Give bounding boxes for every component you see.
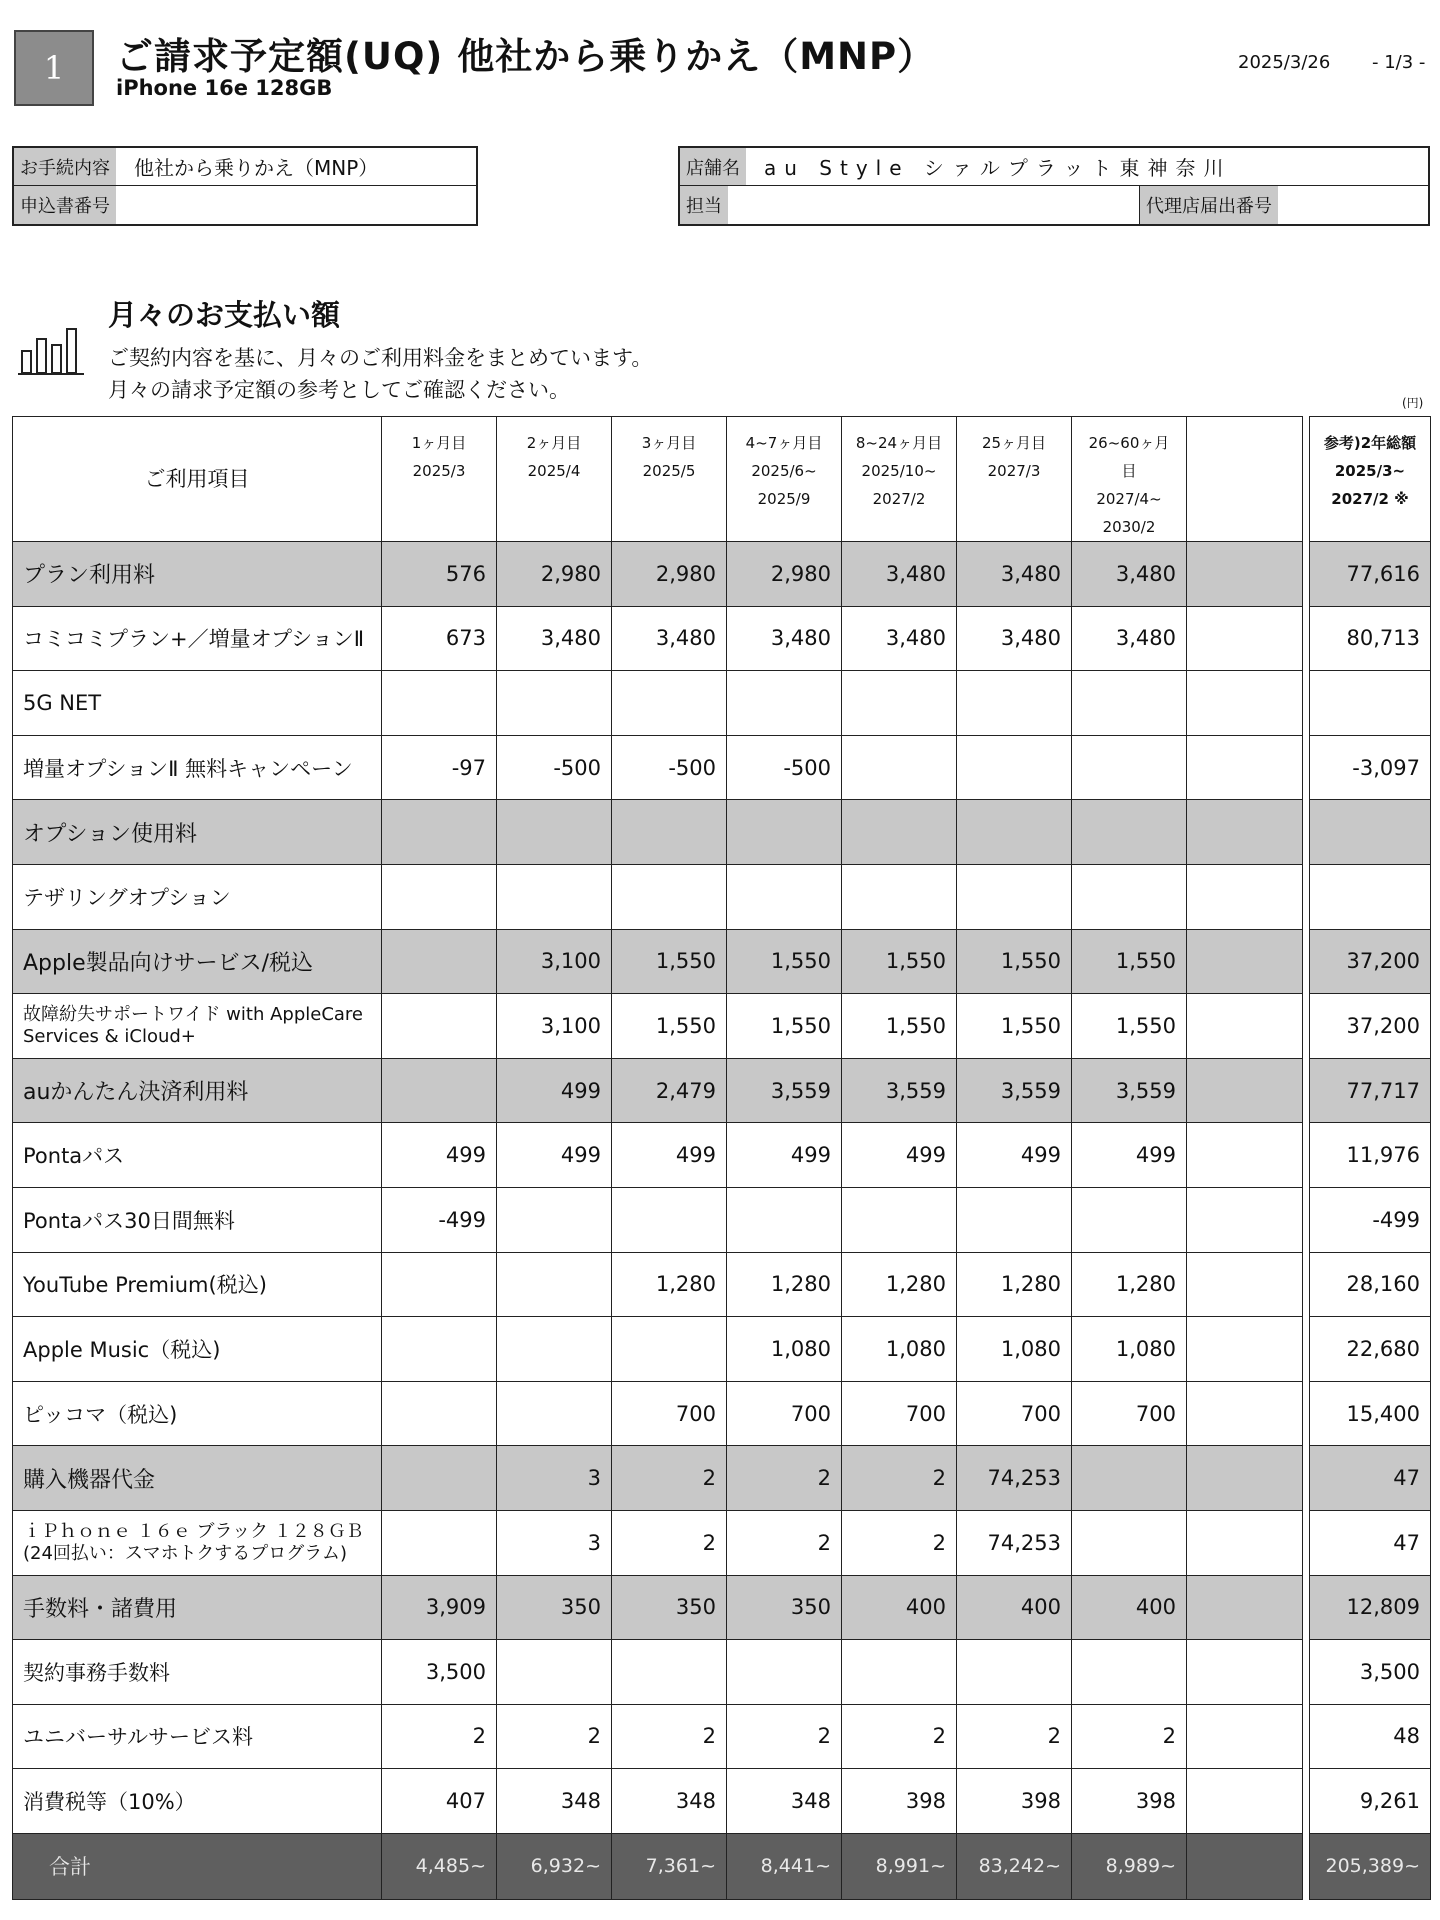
column-gap bbox=[1303, 1317, 1310, 1382]
device-subtitle: iPhone 16e 128GB bbox=[116, 76, 333, 100]
table-row bbox=[13, 994, 1431, 1059]
amount-cell: 700 bbox=[612, 1381, 727, 1446]
amount-cell bbox=[727, 864, 842, 929]
month-column-header: 2ヶ月目 2025/4 bbox=[497, 417, 612, 542]
amount-cell: 1,550 bbox=[1072, 994, 1187, 1059]
amount-cell: 2,980 bbox=[612, 542, 727, 607]
amount-cell: 1,550 bbox=[727, 929, 842, 994]
bar-chart-icon bbox=[18, 325, 88, 377]
amount-cell: 1,280 bbox=[727, 1252, 842, 1317]
grand-total-row bbox=[13, 1833, 1431, 1899]
category-row bbox=[13, 800, 1431, 865]
amount-cell: 2 bbox=[842, 1510, 957, 1575]
category-row bbox=[13, 542, 1431, 607]
amount-cell bbox=[612, 864, 727, 929]
row-label: Pontaパス30日間無料 bbox=[13, 1187, 382, 1252]
agency-value bbox=[1278, 186, 1428, 224]
document-date: 2025/3/26 bbox=[1238, 52, 1331, 73]
store-info-box bbox=[678, 146, 1430, 226]
amount-cell: 499 bbox=[957, 1123, 1072, 1188]
amount-cell bbox=[612, 1317, 727, 1382]
blank-cell bbox=[1187, 1769, 1303, 1834]
amount-cell: 3 bbox=[497, 1446, 612, 1511]
store-row bbox=[680, 148, 1428, 186]
store-value: au Style シァルプラット東神奈川 bbox=[764, 156, 1232, 180]
amount-cell: 2 bbox=[1072, 1704, 1187, 1769]
page-indicator: - 1/3 - bbox=[1372, 52, 1426, 73]
amount-cell bbox=[842, 800, 957, 865]
row-label: 合計 bbox=[13, 1833, 382, 1899]
amount-cell bbox=[382, 800, 497, 865]
two-year-total-cell bbox=[1310, 671, 1431, 736]
blank-cell bbox=[1187, 1640, 1303, 1705]
staff-label: 担当 bbox=[680, 186, 728, 224]
row-label: オプション使用料 bbox=[13, 800, 382, 865]
amount-cell: 1,550 bbox=[612, 994, 727, 1059]
two-year-total-cell: 3,500 bbox=[1310, 1640, 1431, 1705]
row-label: コミコミプラン+／増量オプションⅡ bbox=[13, 606, 382, 671]
column-gap bbox=[1303, 1058, 1310, 1123]
column-gap bbox=[1303, 1704, 1310, 1769]
row-label: ユニバーサルサービス料 bbox=[13, 1704, 382, 1769]
column-gap bbox=[1303, 1640, 1310, 1705]
two-year-total-cell: 48 bbox=[1310, 1704, 1431, 1769]
column-gap bbox=[1303, 1510, 1310, 1575]
amount-cell bbox=[957, 671, 1072, 736]
amount-cell bbox=[382, 864, 497, 929]
column-gap bbox=[1303, 671, 1310, 736]
application-label: 申込書番号 bbox=[14, 186, 116, 224]
amount-cell bbox=[382, 1381, 497, 1446]
amount-cell bbox=[382, 1510, 497, 1575]
table-row bbox=[13, 1123, 1431, 1188]
blank-cell bbox=[1187, 864, 1303, 929]
amount-cell: 576 bbox=[382, 542, 497, 607]
blank-cell bbox=[1187, 1704, 1303, 1769]
amount-cell: 3,559 bbox=[1072, 1058, 1187, 1123]
column-gap bbox=[1303, 1123, 1310, 1188]
amount-cell: 1,080 bbox=[727, 1317, 842, 1382]
amount-cell: 398 bbox=[957, 1769, 1072, 1834]
amount-cell: 350 bbox=[727, 1575, 842, 1640]
table-row bbox=[13, 1769, 1431, 1834]
amount-cell: 700 bbox=[727, 1381, 842, 1446]
amount-cell: 3,100 bbox=[497, 929, 612, 994]
amount-cell: 1,550 bbox=[957, 994, 1072, 1059]
amount-cell bbox=[957, 800, 1072, 865]
amount-cell: 400 bbox=[1072, 1575, 1187, 1640]
amount-cell bbox=[497, 1187, 612, 1252]
blank-cell bbox=[1187, 929, 1303, 994]
amount-cell bbox=[957, 735, 1072, 800]
document-title: ご請求予定額(UQ) 他社から乗りかえ（MNP） bbox=[116, 35, 936, 78]
column-gap bbox=[1303, 1833, 1310, 1899]
amount-cell bbox=[1072, 1187, 1187, 1252]
table-row bbox=[13, 1640, 1431, 1705]
two-year-total-cell: 28,160 bbox=[1310, 1252, 1431, 1317]
procedure-value: 他社から乗りかえ（MNP） bbox=[134, 156, 379, 180]
amount-cell: 8,989~ bbox=[1072, 1833, 1187, 1899]
amount-cell bbox=[842, 1187, 957, 1252]
amount-cell bbox=[497, 1252, 612, 1317]
table-row bbox=[13, 1510, 1431, 1575]
amount-cell: 499 bbox=[497, 1123, 612, 1188]
month-column-header: 4~7ヶ月目 2025/6~ 2025/9 bbox=[727, 417, 842, 542]
amount-cell: 3,559 bbox=[957, 1058, 1072, 1123]
blank-cell bbox=[1187, 1510, 1303, 1575]
blank-cell bbox=[1187, 1381, 1303, 1446]
two-year-total-cell: 15,400 bbox=[1310, 1381, 1431, 1446]
blank-cell bbox=[1187, 1252, 1303, 1317]
table-row bbox=[13, 864, 1431, 929]
amount-cell: 3,480 bbox=[842, 606, 957, 671]
amount-cell bbox=[842, 735, 957, 800]
amount-cell: 1,280 bbox=[1072, 1252, 1187, 1317]
amount-cell: 398 bbox=[1072, 1769, 1187, 1834]
row-label: Apple製品向けサービス/税込 bbox=[13, 929, 382, 994]
row-label: 消費税等（10%） bbox=[13, 1769, 382, 1834]
page-number-badge: 1 bbox=[14, 30, 94, 106]
amount-cell: 348 bbox=[612, 1769, 727, 1834]
column-gap bbox=[1303, 1381, 1310, 1446]
amount-cell bbox=[957, 864, 1072, 929]
category-row bbox=[13, 1058, 1431, 1123]
amount-cell bbox=[727, 1640, 842, 1705]
column-gap bbox=[1303, 542, 1310, 607]
row-label: Pontaパス bbox=[13, 1123, 382, 1188]
amount-cell bbox=[957, 1187, 1072, 1252]
column-gap bbox=[1303, 735, 1310, 800]
amount-cell bbox=[612, 800, 727, 865]
amount-cell: 74,253 bbox=[957, 1446, 1072, 1511]
amount-cell: 499 bbox=[1072, 1123, 1187, 1188]
table-row bbox=[13, 671, 1431, 736]
row-label: Apple Music（税込) bbox=[13, 1317, 382, 1382]
blank-cell bbox=[1187, 1187, 1303, 1252]
amount-cell bbox=[382, 994, 497, 1059]
category-row bbox=[13, 1446, 1431, 1511]
amount-cell: 3,480 bbox=[497, 606, 612, 671]
unit-label: (円) bbox=[1402, 396, 1424, 410]
blank-cell bbox=[1187, 1317, 1303, 1382]
amount-cell bbox=[497, 800, 612, 865]
amount-cell: -499 bbox=[382, 1187, 497, 1252]
staff-row bbox=[680, 186, 1428, 224]
amount-cell: 400 bbox=[842, 1575, 957, 1640]
blank-cell bbox=[1187, 671, 1303, 736]
category-row bbox=[13, 929, 1431, 994]
amount-cell: 1,550 bbox=[842, 929, 957, 994]
blank-cell bbox=[1187, 800, 1303, 865]
column-gap bbox=[1303, 606, 1310, 671]
month-column-header: 1ヶ月目 2025/3 bbox=[382, 417, 497, 542]
blank-cell bbox=[1187, 735, 1303, 800]
amount-cell bbox=[382, 1252, 497, 1317]
amount-cell bbox=[727, 1187, 842, 1252]
amount-cell: 1,550 bbox=[842, 994, 957, 1059]
amount-cell: 6,932~ bbox=[497, 1833, 612, 1899]
column-gap bbox=[1303, 1252, 1310, 1317]
amount-cell: 398 bbox=[842, 1769, 957, 1834]
amount-cell: 8,441~ bbox=[727, 1833, 842, 1899]
amount-cell bbox=[727, 671, 842, 736]
row-label: 手数料・諸費用 bbox=[13, 1575, 382, 1640]
amount-cell: 400 bbox=[957, 1575, 1072, 1640]
column-gap bbox=[1303, 1769, 1310, 1834]
amount-cell bbox=[612, 1640, 727, 1705]
amount-cell: 2,980 bbox=[727, 542, 842, 607]
amount-cell: 3,909 bbox=[382, 1575, 497, 1640]
amount-cell: 3,480 bbox=[957, 542, 1072, 607]
amount-cell: 2 bbox=[497, 1704, 612, 1769]
row-label: auかんたん決済利用料 bbox=[13, 1058, 382, 1123]
amount-cell: 2 bbox=[727, 1704, 842, 1769]
row-label: 5G NET bbox=[13, 671, 382, 736]
procedure-row bbox=[14, 148, 476, 186]
amount-cell bbox=[842, 1640, 957, 1705]
amount-cell: 499 bbox=[612, 1123, 727, 1188]
monthly-payment-table bbox=[12, 416, 1431, 1900]
two-year-total-cell: 47 bbox=[1310, 1446, 1431, 1511]
procedure-label: お手続内容 bbox=[14, 148, 116, 185]
amount-cell: 3,480 bbox=[727, 606, 842, 671]
table-row bbox=[13, 1317, 1431, 1382]
amount-cell: 350 bbox=[612, 1575, 727, 1640]
amount-cell bbox=[1072, 1640, 1187, 1705]
amount-cell: 3,559 bbox=[842, 1058, 957, 1123]
section-description-1: ご契約内容を基に、月々のご利用料金をまとめています。 bbox=[108, 346, 653, 370]
row-label: 故障紛失サポートワイド with AppleCare Services & iCloud+ bbox=[13, 994, 382, 1059]
two-year-total-cell: 205,389~ bbox=[1310, 1833, 1431, 1899]
amount-cell: 3,480 bbox=[957, 606, 1072, 671]
blank-cell bbox=[1187, 542, 1303, 607]
amount-cell: -500 bbox=[497, 735, 612, 800]
section-title: 月々のお支払い額 bbox=[108, 298, 341, 332]
agency-label: 代理店届出番号 bbox=[1139, 186, 1278, 224]
amount-cell: 2 bbox=[382, 1704, 497, 1769]
amount-cell: 2,479 bbox=[612, 1058, 727, 1123]
two-year-total-cell: -3,097 bbox=[1310, 735, 1431, 800]
amount-cell: 1,550 bbox=[612, 929, 727, 994]
column-gap bbox=[1303, 864, 1310, 929]
amount-cell bbox=[382, 671, 497, 736]
two-year-total-cell: 77,717 bbox=[1310, 1058, 1431, 1123]
row-label: プラン利用料 bbox=[13, 542, 382, 607]
application-row bbox=[14, 186, 476, 224]
row-label: ｉＰｈｏｎｅ １６ｅ ブラック １２８ＧＢ (24回払い：スマホトクするプログラム) bbox=[13, 1510, 382, 1575]
amount-cell: 8,991~ bbox=[842, 1833, 957, 1899]
amount-cell bbox=[382, 1058, 497, 1123]
row-label: テザリングオプション bbox=[13, 864, 382, 929]
month-column-header: 25ヶ月目 2027/3 bbox=[957, 417, 1072, 542]
amount-cell bbox=[382, 1446, 497, 1511]
amount-cell bbox=[497, 1640, 612, 1705]
amount-cell bbox=[842, 864, 957, 929]
amount-cell: 1,280 bbox=[842, 1252, 957, 1317]
amount-cell: 3,480 bbox=[1072, 606, 1187, 671]
amount-cell bbox=[1072, 735, 1187, 800]
blank-cell bbox=[1187, 1123, 1303, 1188]
amount-cell bbox=[497, 864, 612, 929]
amount-cell: 2 bbox=[727, 1510, 842, 1575]
amount-cell: 499 bbox=[842, 1123, 957, 1188]
two-year-total-cell: 80,713 bbox=[1310, 606, 1431, 671]
column-gap bbox=[1303, 417, 1310, 542]
category-row bbox=[13, 1575, 1431, 1640]
blank-cell bbox=[1187, 1575, 1303, 1640]
two-year-total-cell: -499 bbox=[1310, 1187, 1431, 1252]
amount-cell: 3,480 bbox=[842, 542, 957, 607]
amount-cell: 3,480 bbox=[612, 606, 727, 671]
item-column-header: ご利用項目 bbox=[13, 417, 382, 542]
blank-cell bbox=[1187, 1833, 1303, 1899]
amount-cell bbox=[497, 1381, 612, 1446]
amount-cell bbox=[957, 1640, 1072, 1705]
amount-cell: 7,361~ bbox=[612, 1833, 727, 1899]
amount-cell: 3,100 bbox=[497, 994, 612, 1059]
amount-cell: 4,485~ bbox=[382, 1833, 497, 1899]
blank-cell bbox=[1187, 1058, 1303, 1123]
amount-cell bbox=[1072, 1510, 1187, 1575]
table-row bbox=[13, 1252, 1431, 1317]
column-gap bbox=[1303, 1446, 1310, 1511]
month-column-header: 3ヶ月目 2025/5 bbox=[612, 417, 727, 542]
column-gap bbox=[1303, 1187, 1310, 1252]
amount-cell: 407 bbox=[382, 1769, 497, 1834]
amount-cell: 1,080 bbox=[1072, 1317, 1187, 1382]
amount-cell: 348 bbox=[727, 1769, 842, 1834]
amount-cell bbox=[382, 929, 497, 994]
amount-cell bbox=[1072, 864, 1187, 929]
amount-cell bbox=[1072, 800, 1187, 865]
procedure-info-box bbox=[12, 146, 478, 226]
amount-cell: -97 bbox=[382, 735, 497, 800]
amount-cell: 499 bbox=[382, 1123, 497, 1188]
row-label: ピッコマ（税込) bbox=[13, 1381, 382, 1446]
two-year-total-cell bbox=[1310, 864, 1431, 929]
amount-cell: 83,242~ bbox=[957, 1833, 1072, 1899]
row-label: 契約事務手数料 bbox=[13, 1640, 382, 1705]
amount-cell: 2,980 bbox=[497, 542, 612, 607]
amount-cell bbox=[382, 1317, 497, 1382]
two-year-total-cell: 77,616 bbox=[1310, 542, 1431, 607]
amount-cell bbox=[727, 800, 842, 865]
amount-cell: 700 bbox=[1072, 1381, 1187, 1446]
table-row bbox=[13, 735, 1431, 800]
two-year-total-cell: 11,976 bbox=[1310, 1123, 1431, 1188]
month-column-header: 8~24ヶ月目 2025/10~ 2027/2 bbox=[842, 417, 957, 542]
store-label: 店舗名 bbox=[680, 148, 746, 185]
amount-cell bbox=[1072, 671, 1187, 736]
row-label: 増量オプションⅡ 無料キャンペーン bbox=[13, 735, 382, 800]
amount-cell: 1,550 bbox=[957, 929, 1072, 994]
amount-cell: 1,080 bbox=[957, 1317, 1072, 1382]
two-year-total-cell: 9,261 bbox=[1310, 1769, 1431, 1834]
amount-cell: 3 bbox=[497, 1510, 612, 1575]
amount-cell: 1,080 bbox=[842, 1317, 957, 1382]
two-year-total-cell: 37,200 bbox=[1310, 994, 1431, 1059]
table-header-row bbox=[13, 417, 1431, 542]
amount-cell: 348 bbox=[497, 1769, 612, 1834]
amount-cell: 2 bbox=[842, 1446, 957, 1511]
month-column-header: 26~60ヶ月目 2027/4~ 2030/2 bbox=[1072, 417, 1187, 542]
amount-cell: 1,280 bbox=[612, 1252, 727, 1317]
column-gap bbox=[1303, 800, 1310, 865]
amount-cell: -500 bbox=[727, 735, 842, 800]
amount-cell bbox=[612, 1187, 727, 1252]
total-column-header: 参考)2年総額 2025/3~ 2027/2 ※ bbox=[1310, 417, 1431, 542]
amount-cell: 2 bbox=[612, 1704, 727, 1769]
table-row bbox=[13, 1187, 1431, 1252]
blank-cell bbox=[1187, 606, 1303, 671]
table-row bbox=[13, 606, 1431, 671]
amount-cell: 2 bbox=[612, 1510, 727, 1575]
amount-cell: 2 bbox=[727, 1446, 842, 1511]
blank-cell bbox=[1187, 1446, 1303, 1511]
amount-cell bbox=[497, 1317, 612, 1382]
amount-cell: 2 bbox=[612, 1446, 727, 1511]
amount-cell: 1,280 bbox=[957, 1252, 1072, 1317]
row-label: 購入機器代金 bbox=[13, 1446, 382, 1511]
amount-cell: 3,480 bbox=[1072, 542, 1187, 607]
amount-cell: 1,550 bbox=[1072, 929, 1187, 994]
row-label: YouTube Premium(税込) bbox=[13, 1252, 382, 1317]
amount-cell: 3,500 bbox=[382, 1640, 497, 1705]
amount-cell: 700 bbox=[957, 1381, 1072, 1446]
amount-cell bbox=[612, 671, 727, 736]
section-description-2: 月々の請求予定額の参考としてご確認ください。 bbox=[108, 378, 570, 402]
staff-value bbox=[728, 186, 1139, 224]
blank-column-header bbox=[1187, 417, 1303, 542]
two-year-total-cell: 22,680 bbox=[1310, 1317, 1431, 1382]
application-value bbox=[116, 186, 476, 224]
amount-cell: 350 bbox=[497, 1575, 612, 1640]
amount-cell: 499 bbox=[727, 1123, 842, 1188]
table-row bbox=[13, 1704, 1431, 1769]
table-row bbox=[13, 1381, 1431, 1446]
amount-cell: 3,559 bbox=[727, 1058, 842, 1123]
two-year-total-cell bbox=[1310, 800, 1431, 865]
amount-cell: -500 bbox=[612, 735, 727, 800]
amount-cell bbox=[1072, 1446, 1187, 1511]
amount-cell bbox=[842, 671, 957, 736]
column-gap bbox=[1303, 1575, 1310, 1640]
column-gap bbox=[1303, 929, 1310, 994]
amount-cell: 499 bbox=[497, 1058, 612, 1123]
column-gap bbox=[1303, 994, 1310, 1059]
amount-cell: 2 bbox=[842, 1704, 957, 1769]
two-year-total-cell: 47 bbox=[1310, 1510, 1431, 1575]
amount-cell: 74,253 bbox=[957, 1510, 1072, 1575]
amount-cell: 673 bbox=[382, 606, 497, 671]
amount-cell: 2 bbox=[957, 1704, 1072, 1769]
blank-cell bbox=[1187, 994, 1303, 1059]
amount-cell bbox=[497, 671, 612, 736]
amount-cell: 700 bbox=[842, 1381, 957, 1446]
two-year-total-cell: 37,200 bbox=[1310, 929, 1431, 994]
two-year-total-cell: 12,809 bbox=[1310, 1575, 1431, 1640]
amount-cell: 1,550 bbox=[727, 994, 842, 1059]
